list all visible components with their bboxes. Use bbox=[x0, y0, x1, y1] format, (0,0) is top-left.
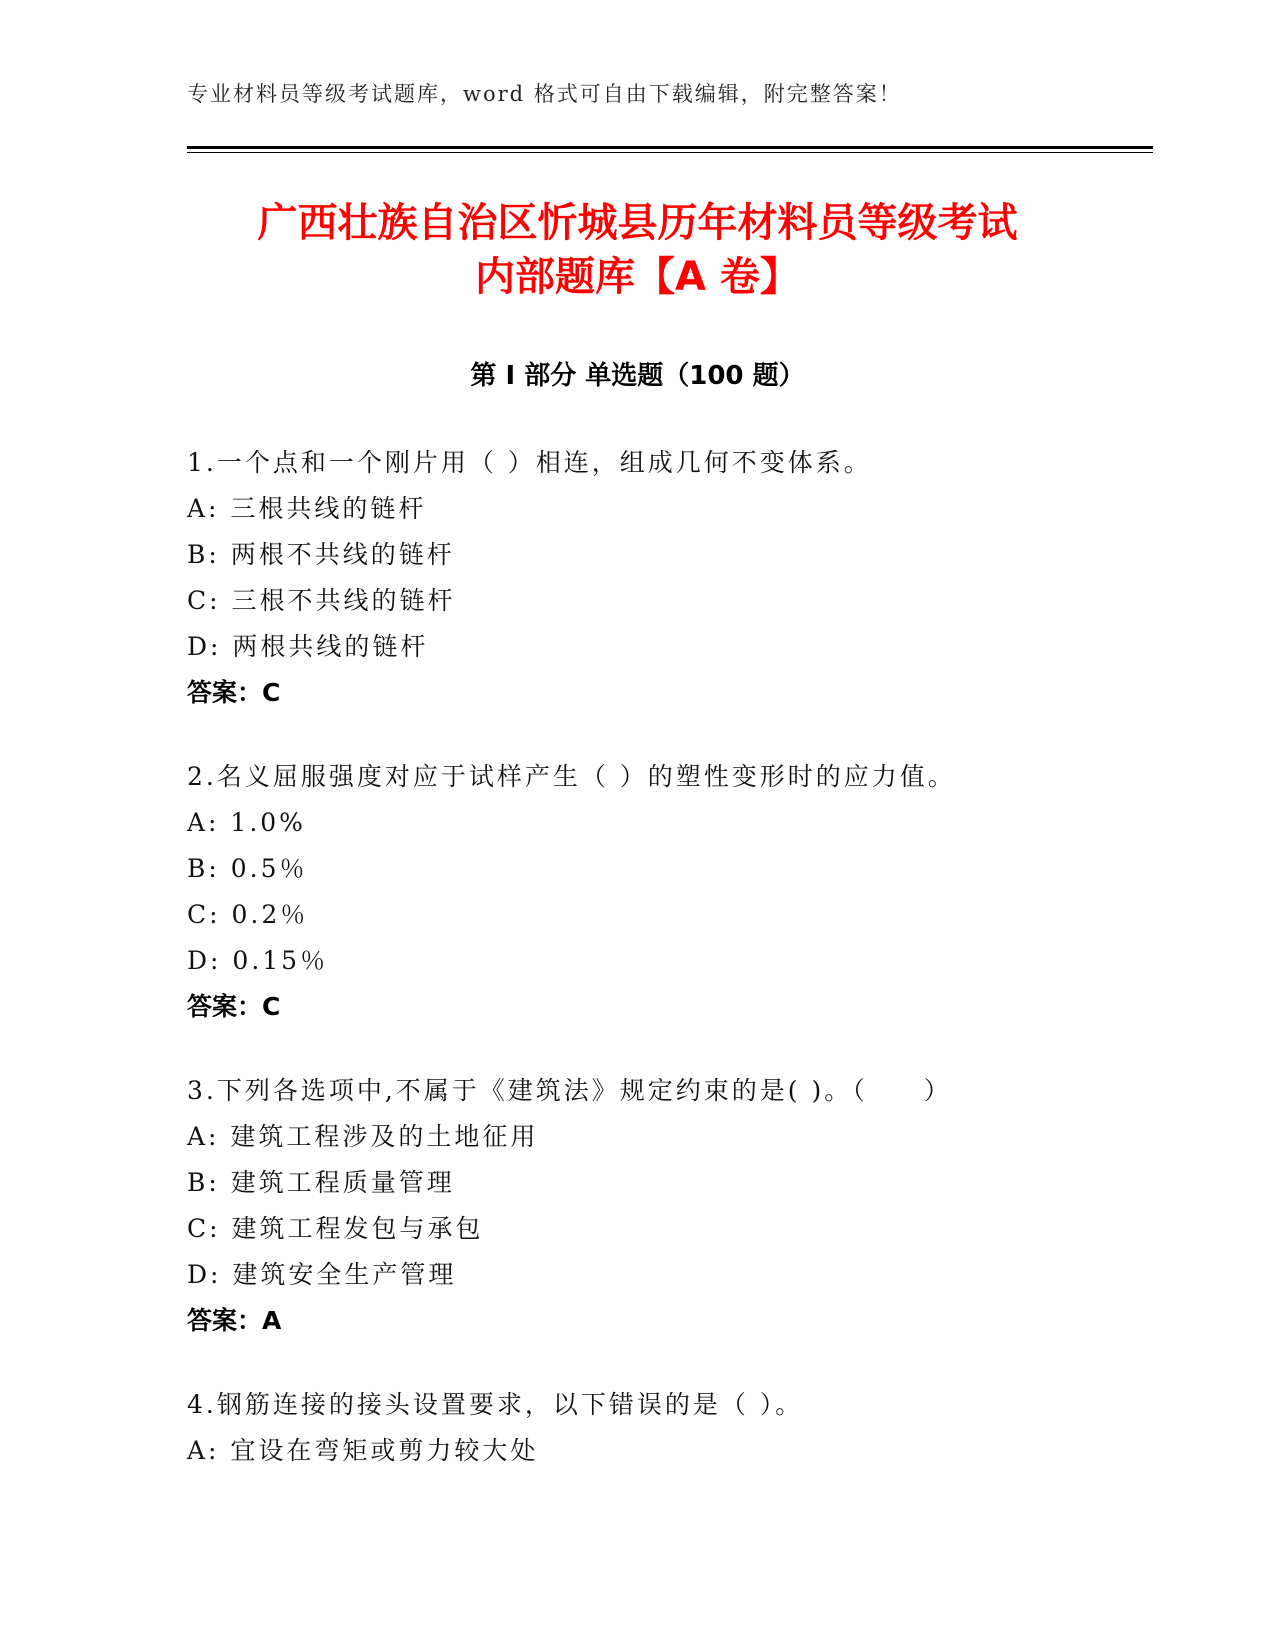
option-c: C: 建筑工程发包与承包 bbox=[187, 1214, 484, 1243]
option-c: C: 0.2％ bbox=[187, 900, 309, 929]
header-divider-thin bbox=[187, 152, 1153, 153]
option-b: B: 建筑工程质量管理 bbox=[187, 1168, 455, 1197]
question-stem: 3.下列各选项中,不属于《建筑法》规定约束的是( )。（ ） bbox=[187, 1076, 952, 1105]
question-item bbox=[187, 1382, 1167, 1474]
question-item bbox=[187, 754, 1167, 1030]
document-title bbox=[0, 196, 1275, 304]
option-d: D: 两根共线的链杆 bbox=[187, 632, 429, 661]
option-d: D: 建筑安全生产管理 bbox=[187, 1260, 457, 1289]
question-stem: 1.一个点和一个刚片用（ ）相连，组成几何不变体系。 bbox=[187, 448, 872, 477]
header-divider-thick bbox=[187, 146, 1153, 149]
question-item bbox=[187, 440, 1167, 716]
option-a: A: 建筑工程涉及的土地征用 bbox=[187, 1122, 539, 1151]
section-heading: 第 I 部分 单选题（100 题） bbox=[470, 361, 805, 391]
option-a: A: 三根共线的链杆 bbox=[187, 494, 427, 523]
option-d: D: 0.15％ bbox=[187, 946, 329, 975]
document-header: 专业材料员等级考试题库，word 格式可自由下载编辑，附完整答案！ bbox=[187, 82, 902, 106]
question-item bbox=[187, 1068, 1167, 1344]
title-line-2: 内部题库【A 卷】 bbox=[475, 254, 800, 300]
answer-label: 答案：A bbox=[187, 1306, 282, 1335]
option-a: A: 1.0% bbox=[187, 808, 306, 837]
option-b: B: 两根不共线的链杆 bbox=[187, 540, 455, 569]
title-line-1: 广西壮族自治区忻城县历年材料员等级考试 bbox=[257, 200, 1018, 246]
question-stem: 4.钢筋连接的接头设置要求，以下错误的是（ ）。 bbox=[187, 1390, 804, 1419]
answer-label: 答案：C bbox=[187, 678, 281, 707]
option-b: B: 0.5％ bbox=[187, 854, 308, 883]
question-list bbox=[187, 440, 1167, 1512]
question-stem: 2.名义屈服强度对应于试样产生（ ）的塑性变形时的应力值。 bbox=[187, 762, 956, 791]
answer-label: 答案：C bbox=[187, 992, 281, 1021]
option-a: A: 宜设在弯矩或剪力较大处 bbox=[187, 1436, 539, 1465]
option-c: C: 三根不共线的链杆 bbox=[187, 586, 456, 615]
